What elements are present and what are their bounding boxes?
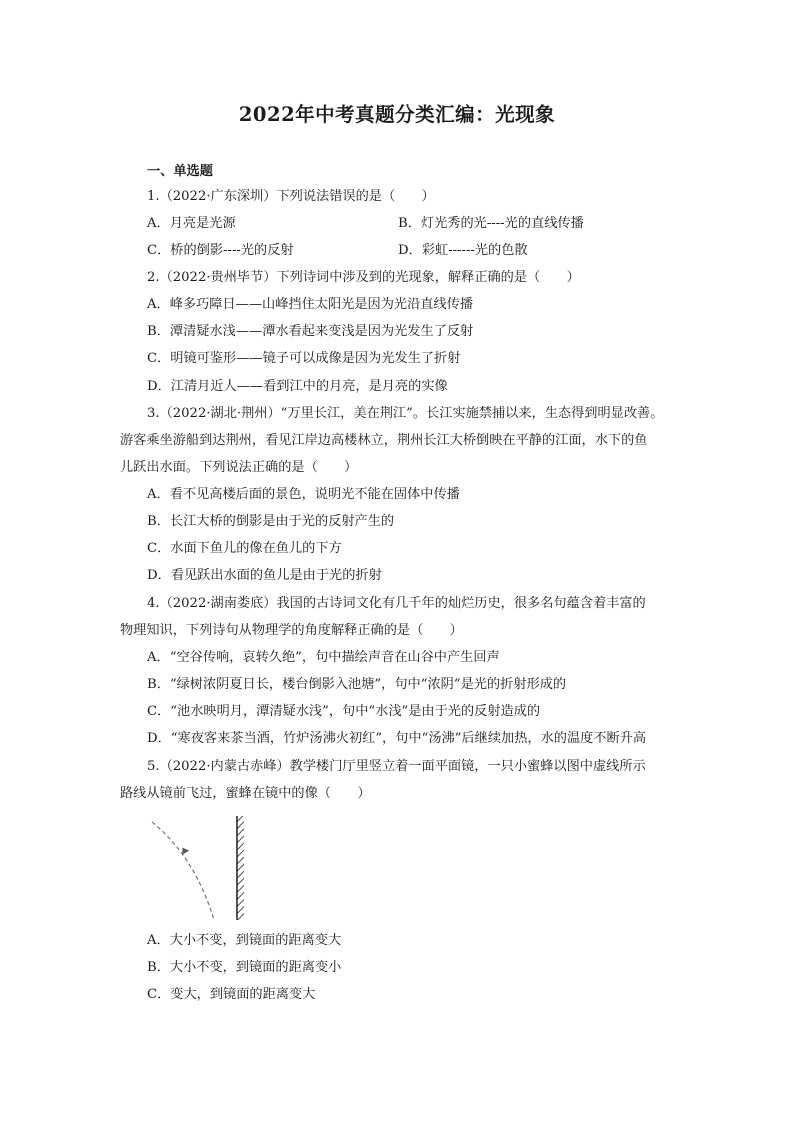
question-3-stem-line-2: 游客乘坐游船到达荆州，看见江岸边高楼林立，荆州长江大桥倒映在平静的江面，水下的鱼 <box>120 433 648 448</box>
question-2-option-a: A．峰多巧障日——山峰挡住太阳光是因为光沿直线传播 <box>147 297 474 312</box>
question-5-option-a: A．大小不变，到镜面的距离变大 <box>147 933 342 948</box>
question-2-option-d: D．江清月近人——看到江中的月亮，是月亮的实像 <box>147 379 448 394</box>
question-4-option-b: B．“绿树浓阴夏日长，楼台倒影入池塘”，句中“浓阴”是光的折射形成的 <box>147 677 567 692</box>
bee-flight-path <box>152 822 214 920</box>
question-3-stem-line-3: 儿跃出水面。下列说法正确的是（ ） <box>120 460 358 475</box>
question-2-option-c: C．明镜可鉴形——镜子可以成像是因为光发生了折射 <box>147 351 461 366</box>
question-4-option-a: A．“空谷传响，哀转久绝”，句中描绘声音在山谷中产生回声 <box>147 650 500 665</box>
section-heading: 一、单选题 <box>147 164 213 179</box>
question-1-option-a: A．月亮是光源 <box>147 216 236 231</box>
question-4-stem-line-2: 物理知识，下列诗句从物理学的角度解释正确的是（ ） <box>120 623 463 638</box>
question-1-option-c: C．桥的倒影----光的反射 <box>147 243 294 258</box>
question-4-stem-line-1: 4.（2022·湖南娄底）我国的古诗词文化有几千年的灿烂历史，很多名句蕴含着丰富的 <box>147 596 646 611</box>
question-2-option-b: B．潭清疑水浅——潭水看起来变浅是因为光发生了反射 <box>147 324 474 339</box>
question-5-option-c: C．变大，到镜面的距离变大 <box>147 987 316 1002</box>
question-1-stem: 1.（2022·广东深圳）下列说法错误的是（ ） <box>147 189 435 204</box>
question-3-option-a: A．看不见高楼后面的景色，说明光不能在固体中传播 <box>147 487 460 502</box>
flight-direction-arrow <box>181 848 189 856</box>
question-5-stem-line-1: 5.（2022·内蒙古赤峰）教学楼门厅里竖立着一面平面镜，一只小蜜蜂以图中虚线所示 <box>147 759 646 774</box>
question-4-option-c: C．“池水映明月，潭清疑水浅”，句中“水浅”是由于光的反射造成的 <box>147 704 541 719</box>
question-1-option-d: D．彩虹------光的色散 <box>398 243 528 258</box>
question-5-stem-line-2: 路线从镜前飞过，蜜蜂在镜中的像（ ） <box>120 786 371 801</box>
question-3-option-b: B．长江大桥的倒影是由于光的反射产生的 <box>147 514 395 529</box>
page-title: 2022年中考真题分类汇编：光现象 <box>238 103 556 126</box>
question-2-stem: 2.（2022·贵州毕节）下列诗词中涉及到的光现象，解释正确的是（ ） <box>147 270 580 285</box>
question-3-option-d: D．看见跃出水面的鱼儿是由于光的折射 <box>147 568 382 583</box>
question-5-option-b: B．大小不变，到镜面的距离变小 <box>147 960 342 975</box>
question-3-option-c: C．水面下鱼儿的像在鱼儿的下方 <box>147 541 342 556</box>
plane-mirror <box>237 816 244 920</box>
question-3-stem-line-1: 3.（2022·湖北·荆州）“万里长江，美在荆江”。长江实施禁捕以来，生态得到明显改善。 <box>147 406 664 421</box>
question-1-option-b: B．灯光秀的光----光的直线传播 <box>398 216 584 231</box>
question-4-option-d: D．“寒夜客来茶当酒，竹炉汤沸火初红”，句中“汤沸”后继续加热，水的温度不断升高 <box>147 731 647 746</box>
mirror-bee-figure <box>140 812 260 927</box>
